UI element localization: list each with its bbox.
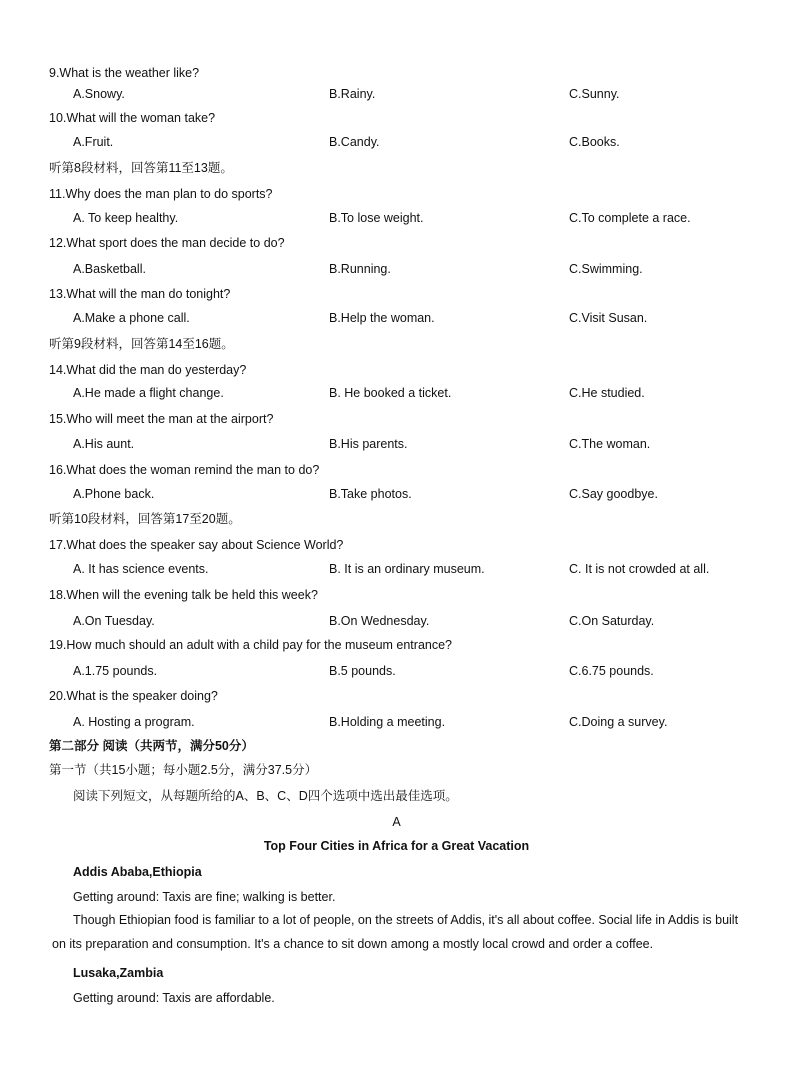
city1-paragraph: Though Ethiopian food is familiar to a lot of people, on the streets of Addis, it's all about coffee. Social life in Addis is built on its preparation and consumption. It's a chance to sit down among a mostly local crowd and order a coffee. <box>52 913 739 951</box>
option-a: A.Phone back. <box>73 487 155 501</box>
option-a: A.1.75 pounds. <box>73 664 158 678</box>
option-c: C.Sunny. <box>569 87 620 101</box>
option-b: B.Holding a meeting. <box>329 715 446 729</box>
option-a: A.Make a phone call. <box>73 311 190 325</box>
option-c: C.Doing a survey. <box>569 715 668 729</box>
question-11 <box>0 184 793 204</box>
option-b: B.Candy. <box>329 135 380 149</box>
city2-getting-text: Getting around: Taxis are affordable. <box>73 991 275 1005</box>
city1-heading <box>0 862 793 882</box>
question-19 <box>0 635 793 655</box>
options-14 <box>0 383 793 403</box>
options-10 <box>0 132 793 152</box>
passage-title: Top Four Cities in Africa for a Great Vacation <box>263 839 530 853</box>
options-16 <box>0 484 793 504</box>
option-c: C.Visit Susan. <box>569 311 648 325</box>
question-15 <box>0 409 793 429</box>
option-a: A.He made a flight change. <box>73 386 224 400</box>
option-c: C.Say goodbye. <box>569 487 658 501</box>
option-b: B.Take photos. <box>329 487 412 501</box>
question-13 <box>0 284 793 304</box>
options-13 <box>0 308 793 328</box>
city1-getting-around <box>0 887 793 907</box>
city1-getting-text: Getting around: Taxis are fine; walking is better. <box>73 890 336 904</box>
option-b: B.His parents. <box>329 437 408 451</box>
question-text: 12.What sport does the man decide to do? <box>49 236 285 250</box>
options-9 <box>0 84 793 104</box>
option-b: B. It is an ordinary museum. <box>329 562 485 576</box>
question-text: 9.What is the weather like? <box>49 66 200 80</box>
question-20 <box>0 686 793 706</box>
section-note-text: 听第9段材料，回答第14至16题。 <box>49 337 234 351</box>
option-b: B.On Wednesday. <box>329 614 430 628</box>
section1-heading <box>0 760 793 780</box>
question-16 <box>0 460 793 480</box>
instruction-line <box>0 786 793 806</box>
option-c: C.Swimming. <box>569 262 643 276</box>
section-note-9 <box>0 334 793 354</box>
city1-name: Addis Ababa,Ethiopia <box>73 865 202 879</box>
option-a: A.His aunt. <box>73 437 135 451</box>
section-note-8 <box>0 158 793 178</box>
option-b: B.Running. <box>329 262 391 276</box>
question-text: 16.What does the woman remind the man to do? <box>49 463 320 477</box>
option-b: B.5 pounds. <box>329 664 396 678</box>
option-a: A.Fruit. <box>73 135 114 149</box>
question-text: 19.How much should an adult with a child pay for the museum entrance? <box>49 638 453 652</box>
option-a: A.Snowy. <box>73 87 125 101</box>
option-b: B.Rainy. <box>329 87 376 101</box>
section-note-10 <box>0 509 793 529</box>
option-c: C.Books. <box>569 135 620 149</box>
question-text: 20.What is the speaker doing? <box>49 689 218 703</box>
option-c: C.To complete a race. <box>569 211 691 225</box>
instruction-text: 阅读下列短文，从每题所给的A、B、C、D四个选项中选出最佳选项。 <box>73 789 458 803</box>
option-a: A. To keep healthy. <box>73 211 179 225</box>
question-text: 13.What will the man do tonight? <box>49 287 231 301</box>
option-a: A.Basketball. <box>73 262 146 276</box>
question-text: 14.What did the man do yesterday? <box>49 363 247 377</box>
question-12 <box>0 233 793 253</box>
option-b: B. He booked a ticket. <box>329 386 452 400</box>
option-a: A. Hosting a program. <box>73 715 195 729</box>
part2-title: 第二部分 阅读（共两节，满分50分） <box>49 739 254 753</box>
city2-heading <box>0 963 793 983</box>
options-18 <box>0 611 793 631</box>
question-text: 17.What does the speaker say about Science World? <box>49 538 344 552</box>
question-text: 15.Who will meet the man at the airport? <box>49 412 274 426</box>
options-20 <box>0 712 793 732</box>
section1-title: 第一节（共15小题；每小题2.5分，满分37.5分） <box>49 763 318 777</box>
option-c: C. It is not crowded at all. <box>569 562 710 576</box>
option-c: C.On Saturday. <box>569 614 655 628</box>
section-note-text: 听第10段材料，回答第17至20题。 <box>49 512 241 526</box>
question-18 <box>0 585 793 605</box>
option-c: C.6.75 pounds. <box>569 664 654 678</box>
question-text: 11.Why does the man plan to do sports? <box>49 187 273 201</box>
question-14 <box>0 360 793 380</box>
option-a: A.On Tuesday. <box>73 614 155 628</box>
question-10 <box>0 108 793 128</box>
question-17 <box>0 535 793 555</box>
options-19 <box>0 661 793 681</box>
section-note-text: 听第8段材料，回答第11至13题。 <box>49 161 233 175</box>
passage-letter: A <box>392 815 401 829</box>
options-17 <box>0 559 793 579</box>
options-15 <box>0 434 793 454</box>
options-11 <box>0 208 793 228</box>
option-b: B.Help the woman. <box>329 311 435 325</box>
option-a: A. It has science events. <box>73 562 209 576</box>
question-text: 10.What will the woman take? <box>49 111 216 125</box>
question-9 <box>0 63 793 83</box>
option-c: C.He studied. <box>569 386 645 400</box>
question-text: 18.When will the evening talk be held this week? <box>49 588 318 602</box>
city2-getting-around <box>0 988 793 1008</box>
option-c: C.The woman. <box>569 437 651 451</box>
options-12 <box>0 259 793 279</box>
option-b: B.To lose weight. <box>329 211 424 225</box>
part2-heading <box>0 736 793 756</box>
city2-name: Lusaka,Zambia <box>73 966 164 980</box>
